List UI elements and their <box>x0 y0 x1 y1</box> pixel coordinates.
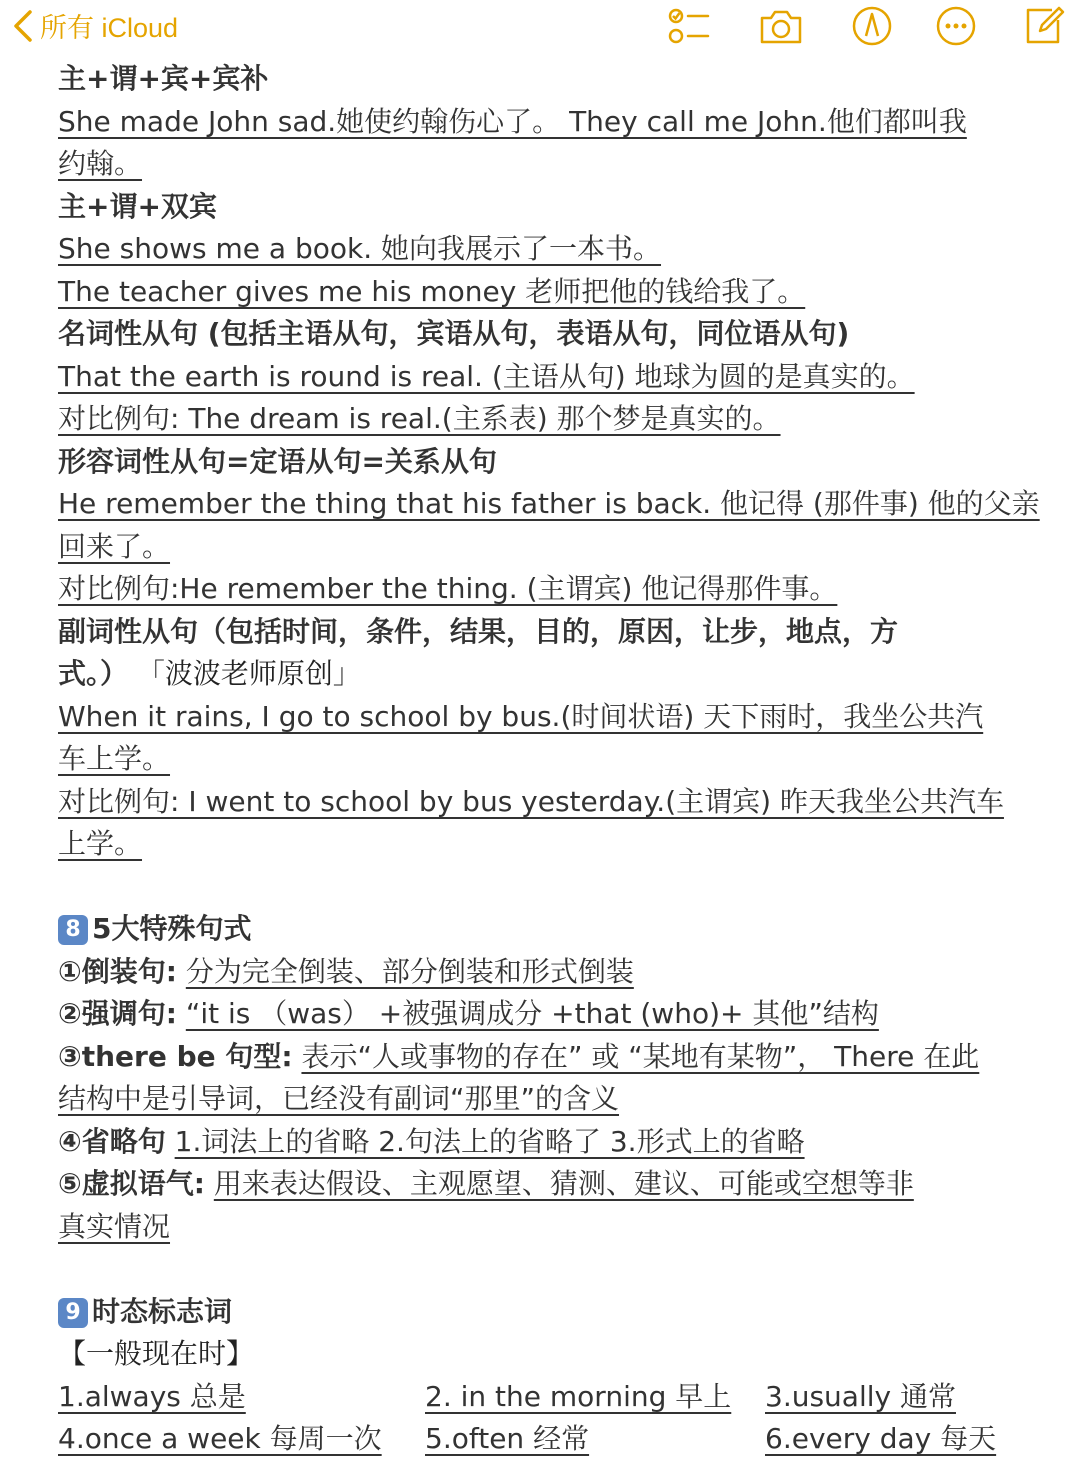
example-line: When it rains, I go to school by bus.(时间状语) 天下雨时，我坐公共汽 <box>58 699 984 733</box>
item-text: 用来表达假设、主观愿望、猜测、建议、可能或空想等非 <box>213 1167 914 1200</box>
camera-icon[interactable] <box>758 4 802 48</box>
example-line: She shows me a book. 她向我展示了一本书。 <box>58 232 662 265</box>
heading-adverbial-clause: 副词性从句（包括时间，条件，结果，目的，原因，让步，地点，方 <box>58 614 899 648</box>
top-bar <box>0 0 1080 52</box>
heading-noun-clause: 名词性从句 (包括主语从句，宾语从句，表语从句，同位语从句) <box>58 317 850 350</box>
keyword-row <box>58 1376 1028 1419</box>
heading-double-object: 主+谓+双宾 <box>58 189 217 223</box>
example-line: 上学。 <box>58 827 143 860</box>
keyword-item: 3.usually 通常 <box>765 1379 956 1413</box>
heading-adjective-clause: 形容词性从句=定语从句=关系从句 <box>58 444 497 478</box>
original-credit: 「波波老师原创」 <box>136 657 361 690</box>
item-text: “it is （was） +被强调成分 +that (who)+ 其他”结构 <box>185 997 879 1030</box>
item-text: 结构中是引导词，已经没有副词“那里”的含义 <box>58 1082 620 1115</box>
example-line: The teacher gives me his money 老师把他的钱给我了。 <box>58 274 806 308</box>
heading-svo-complement: 主+谓+宾+宾补 <box>58 62 269 95</box>
keyword-item: 4.once a week 每周一次 <box>58 1422 382 1455</box>
item-label: ①倒装句: <box>58 954 177 988</box>
item-text: 1.词法上的省略 2.句法上的省略了 3.形式上的省略 <box>174 1124 805 1158</box>
tense-subheading: 【一般现在时】 <box>58 1337 255 1370</box>
compose-icon[interactable] <box>1022 4 1066 48</box>
section-9-title: 时态标志词 <box>92 1294 233 1328</box>
item-text: 表示“人或事物的存在” 或 “某地有某物”， There 在此 <box>301 1039 980 1073</box>
example-line: That the earth is round is real. (主语从句) 地球为圆的是真实的。 <box>58 359 915 393</box>
markup-icon[interactable] <box>850 4 894 48</box>
section-8-title: 5大特殊句式 <box>92 912 252 945</box>
item-text: 分为完全倒装、部分倒装和形式倒装 <box>185 954 634 988</box>
example-line: 对比例句: The dream is real.(主系表) 那个梦是真实的。 <box>58 402 781 435</box>
example-line: 对比例句:He remember the thing. (主谓宾) 他记得那件事。 <box>58 572 838 605</box>
keycap-9-badge: 9 <box>58 1298 88 1328</box>
item-label: ③there be 句型: <box>58 1039 293 1073</box>
item-text: 真实情况 <box>58 1209 171 1243</box>
checklist-icon[interactable] <box>666 4 710 48</box>
example-line: 约翰。 <box>58 147 143 180</box>
example-line: 回来了。 <box>58 529 171 563</box>
keyword-item: 6.every day 每天 <box>765 1422 997 1455</box>
chevron-left-icon <box>12 9 34 43</box>
note-body[interactable] <box>58 58 1040 1461</box>
keyword-item: 2. in the morning 早上 <box>425 1379 732 1413</box>
back-label: 所有 iCloud <box>40 13 179 43</box>
back-button[interactable] <box>12 6 178 45</box>
keyword-row <box>58 1418 1028 1461</box>
section-9-heading <box>58 1291 1028 1334</box>
item-label: ②强调句: <box>58 997 177 1030</box>
keyword-item: 5.often 经常 <box>425 1422 590 1455</box>
example-line: He remember the thing that his father is back. 他记得 (那件事) 他的父亲 <box>58 487 1040 520</box>
item-label: ④省略句 <box>58 1124 166 1158</box>
example-line: 车上学。 <box>58 742 171 775</box>
item-label: ⑤虚拟语气: <box>58 1167 205 1200</box>
more-icon[interactable] <box>934 4 978 48</box>
keyword-item: 1.always 总是 <box>58 1379 246 1413</box>
section-8-heading <box>58 908 1028 951</box>
heading-adverbial-clause-end: 式。） <box>58 657 129 690</box>
example-line: 对比例句: I went to school by bus yesterday.(主谓宾) 昨天我坐公共汽车 <box>58 784 1004 818</box>
example-line: She made John sad.她使约翰伤心了。 They call me John.他们都叫我 <box>58 104 967 138</box>
keycap-8-badge: 8 <box>58 915 88 945</box>
